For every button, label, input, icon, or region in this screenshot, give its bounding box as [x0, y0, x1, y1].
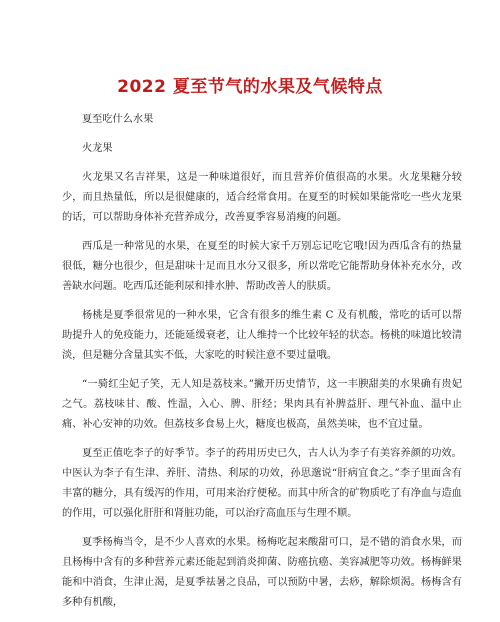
paragraph: 夏季杨梅当令，是不少人喜欢的水果。杨梅吃起来酸甜可口，是不错的消食水果，而且杨梅中含有的多种营养元素还能起到消炎抑菌、防癌抗癌、美容减肥等功效。杨梅鲜果能和中消食，生津止渴，是夏季祛暑之良品，可以预防中暑，去痧，解除烦渴。杨梅含有多种有机酸，: [62, 537, 462, 608]
paragraph: 火龙果又名吉祥果，这是一种味道很好，而且营养价值很高的水果。火龙果糖分较少，而且热量低，所以是很健康的，适合经常食用。在夏至的时候如果能常吃一些火龙果的话，可以帮助身体补充营养成分，改善夏季容易消瘦的问题。: [62, 172, 462, 223]
section-heading: 夏至吃什么水果: [82, 114, 154, 125]
paragraph: 夏至正值吃李子的好季节。李子的药用历史已久，古人认为李子有美容养颜的功效。中医认为李子有生津、养肝、清热、利尿的功效，孙思邈说“肝病宜食之。”李子里面含有丰富的糖分，具有缓泻的作用，可用来治疗便秘。而其中所含的矿物质吃了有净血与造血的作用，可以强化肝肝和肾脏功能，可以治疗高血压与生理不顺。: [62, 448, 462, 519]
document-title: 2022 夏至节气的水果及气候特点: [117, 77, 383, 97]
paragraph: “一骑红尘妃子笑，无人知是荔枝来。”撇开历史情节，这一丰腴甜美的水果确有贵妃之气。荔枝味甘、酸、性温，入心、脾、肝经；果肉具有补脾益肝、理气补血、温中止痛、补心安神的功效。但荔枝多食易上火，糖度也极高，虽然美味，也不宜过量。: [62, 379, 462, 430]
document-body: [62, 110, 462, 622]
subsection-heading: 火龙果: [82, 143, 113, 154]
paragraph: 杨桃是夏季很常见的一种水果，它含有很多的维生素 C 及有机酸，常吃的话可以帮助提升人的免疫能力，还能延缓衰老，让人维持一个比较年轻的状态。杨桃的味道比较清淡，但是糖分含量其实不低，大家吃的时候注意不要过量哦。: [62, 310, 462, 361]
paragraph: 西瓜是一种常见的水果，在夏至的时候大家千万别忘记吃它哦!因为西瓜含有的热量很低，糖分也很少，但是甜味十足而且水分又很多，所以常吃它能帮助身体补充水分，改善缺水问题。吃西瓜还能利尿和排水肿、帮助改善人的肤质。: [62, 241, 462, 292]
